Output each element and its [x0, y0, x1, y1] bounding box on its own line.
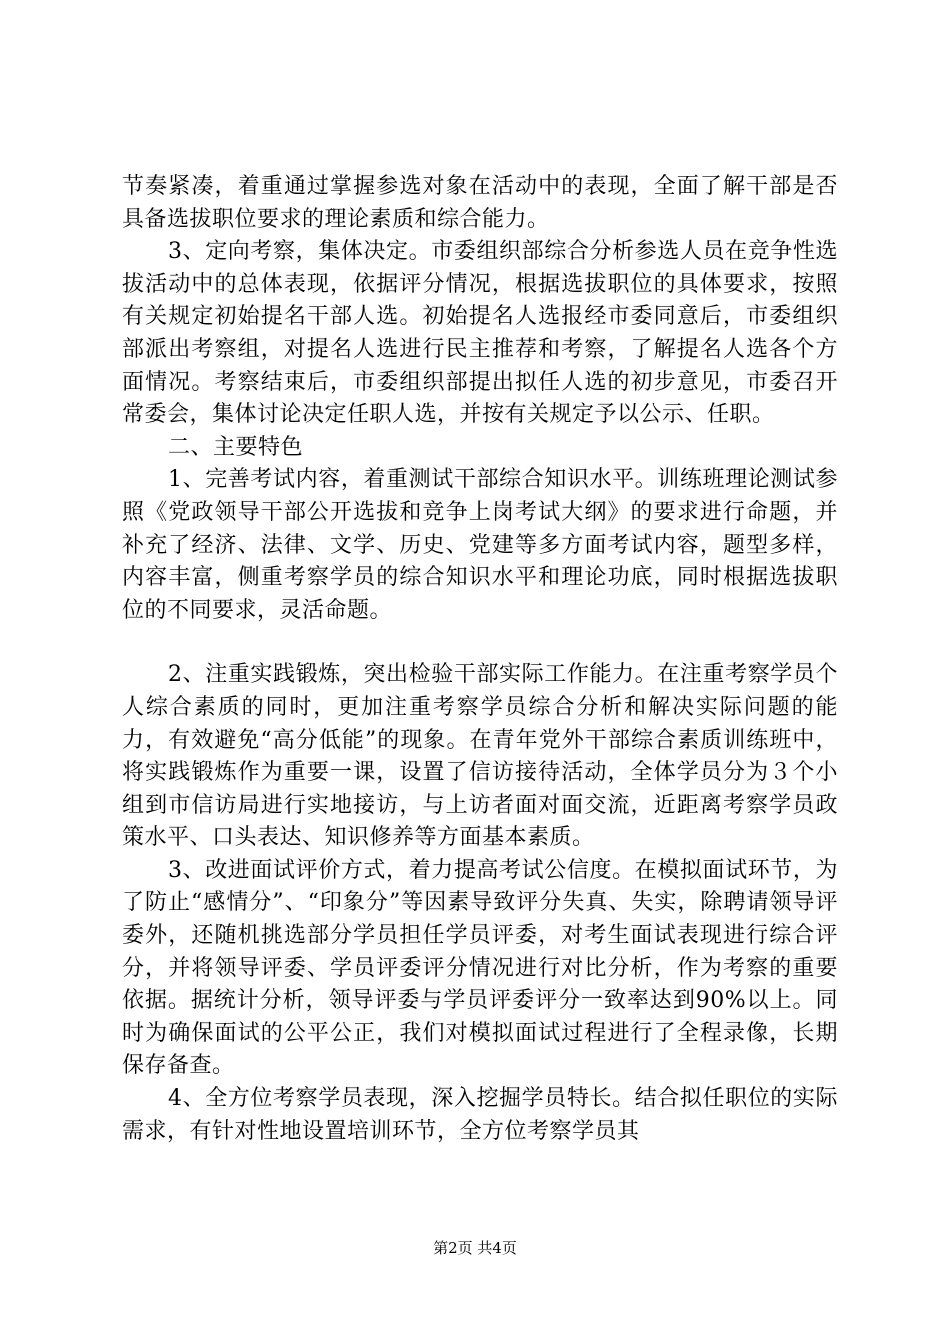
paragraph-feature-3: 3、改进面试评价方式，着力提高考试公信度。在模拟面试环节，为了防止“感情分”、“印象分”等因素导致评分失真、失实，除聘请领导评委外，还随机挑选部分学员担任学员评委，对考生面试表现进行综合评分，并将领导评委、学员评委评分情况进行对比分析，作为考察的重要依据。据统计分析，领导评委与学员评委评分一致率达到90%以上。同时为确保面试的公平公正，我们对模拟面试过程进行了全程录像，长期保存备查。	[122, 857, 838, 1079]
document-body	[122, 171, 838, 1148]
paragraph-directed-inspection: 3、定向考察，集体决定。市委组织部综合分析参选人员在竞争性选拔活动中的总体表现，依据评分情况，根据选拔职位的具体要求，按照有关规定初始提名干部人选。初始提名人选报经市委同意后，市委组织部派出考察组，对提名人选进行民主推荐和考察，了解提名人选各个方面情况。考察结束后，市委组织部提出拟任人选的初步意见，市委召开常委会，集体讨论决定任职人选，并按有关规定予以公示、任职。	[122, 239, 838, 428]
paragraph-feature-1: 1、完善考试内容，着重测试干部综合知识水平。训练班理论测试参照《党政领导干部公开选拔和竞争上岗考试大纲》的要求进行命题，并补充了经济、法律、文学、历史、党建等多方面考试内容，题型多样，内容丰富，侧重考察学员的综合知识水平和理论功底，同时根据选拔职位的不同要求，灵活命题。	[122, 467, 838, 623]
page-footer: 第2页 共4页	[433, 1239, 517, 1257]
paragraph-gap	[122, 627, 838, 659]
paragraph-feature-4: 4、全方位考察学员表现，深入挖掘学员特长。结合拟任职位的实际需求，有针对性地设置培训环节，全方位考察学员其	[122, 1086, 838, 1144]
paragraph-continuation: 节奏紧凑，着重通过掌握参选对象在活动中的表现，全面了解干部是否具备选拔职位要求的理论素质和综合能力。	[122, 174, 838, 232]
section-heading-main-features: 二、主要特色	[168, 434, 304, 460]
paragraph-feature-2: 2、注重实践锻炼，突出检验干部实际工作能力。在注重考察学员个人综合素质的同时，更加注重考察学员综合分析和解决实际问题的能力，有效避免“高分低能”的现象。在青年党外干部综合素质训练班中，将实践锻炼作为重要一课，设置了信访接待活动，全体学员分为３个小组到市信访局进行实地接访，与上访者面对面交流，近距离考察学员政策水平、口头表达、知识修养等方面基本素质。	[122, 662, 838, 851]
